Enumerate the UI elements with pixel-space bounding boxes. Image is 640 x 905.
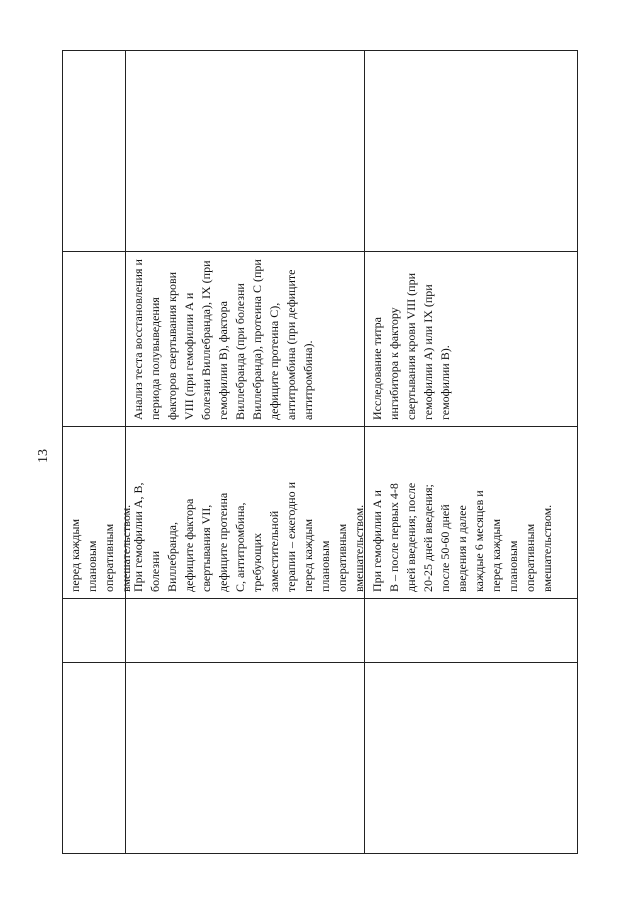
table-row — [364, 50, 578, 854]
timing-line: дефиците фактора — [182, 498, 196, 592]
timing-line: плановым — [85, 540, 99, 592]
page-number: 13 — [36, 449, 51, 463]
test-line: антитромбина (при дефиците — [284, 269, 298, 420]
timing-line: перед каждым — [301, 518, 315, 592]
timing-line: введения и далее — [455, 505, 469, 592]
timing-cell — [63, 427, 133, 599]
timing-line: болезни — [148, 551, 162, 592]
test-line: болезни Виллебранда), IX (при — [199, 260, 213, 420]
timing-line: В – после первых 4-8 — [387, 483, 401, 592]
test-line: VIII (при гемофилии А и — [182, 292, 196, 420]
timing-cell — [365, 427, 577, 599]
test-line: Виллебранда (при болезни — [233, 283, 247, 420]
test-line: периода полувыведения — [148, 297, 162, 420]
test-line: Анализ теста восстановления и — [131, 259, 145, 420]
test-line: гемофилии В), фактора — [216, 301, 230, 420]
condition-cell — [63, 663, 125, 853]
blank-cell — [126, 599, 364, 663]
timing-cell — [126, 427, 364, 599]
test-cell — [126, 252, 364, 427]
timing-line: требующих — [250, 533, 264, 592]
timing-line: С, антитромбина, — [233, 502, 247, 592]
timing-line: после 50-60 дней — [438, 504, 452, 592]
test-line: гемофилии А) или IX (при — [421, 284, 435, 420]
blank-cell — [63, 599, 125, 663]
test-line: дефиците протеина С), — [267, 302, 281, 420]
timing-line: свертывания VII, — [199, 504, 213, 592]
timing-line: оперативным — [335, 523, 349, 592]
timing-line: вмешательством. — [540, 504, 554, 592]
timing-line: заместительной — [267, 510, 281, 592]
test-line: гемофилии В). — [438, 345, 452, 420]
test-cell — [63, 252, 125, 427]
timing-line: дефиците протеина — [216, 492, 230, 592]
timing-line: 20-25 дней введения; — [421, 484, 435, 592]
timing-line: При гемофилии А и — [370, 490, 384, 592]
timing-line: дней введения; после — [404, 482, 418, 592]
timing-line: вмешательством. — [352, 504, 366, 592]
timing-line: оперативным — [523, 523, 537, 592]
timing-line: При гемофилии А, В, — [131, 482, 145, 592]
test-line: Исследование титра — [370, 317, 384, 420]
table-row — [125, 50, 365, 854]
timing-line: оперативным — [102, 523, 116, 592]
condition-cell — [126, 663, 364, 853]
test-line: свертывания крови VIII (при — [404, 272, 418, 420]
timing-line: Виллебранда, — [165, 521, 179, 592]
timing-line: каждые 6 месяцев и — [472, 490, 486, 592]
blank-cell — [365, 599, 577, 663]
test-cell — [365, 252, 577, 427]
extra-cell — [365, 49, 577, 252]
rotated-table — [62, 50, 578, 854]
timing-line: перед каждым — [68, 518, 82, 592]
table-row — [62, 50, 133, 854]
test-line: факторов свертывания крови — [165, 271, 179, 420]
extra-cell — [126, 49, 364, 252]
timing-line: вмешательством. — [119, 504, 133, 592]
timing-line: плановым — [318, 540, 332, 592]
timing-line: плановым — [506, 540, 520, 592]
timing-line: терапии – ежегодно и — [284, 481, 298, 592]
test-line: ингибитора к фактору — [387, 307, 401, 420]
timing-line: перед каждым — [489, 518, 503, 592]
test-line: антитромбина). — [301, 340, 315, 420]
extra-cell — [63, 49, 125, 252]
condition-cell — [365, 663, 577, 853]
test-line: Виллебранда), протеина С (при — [250, 259, 264, 420]
